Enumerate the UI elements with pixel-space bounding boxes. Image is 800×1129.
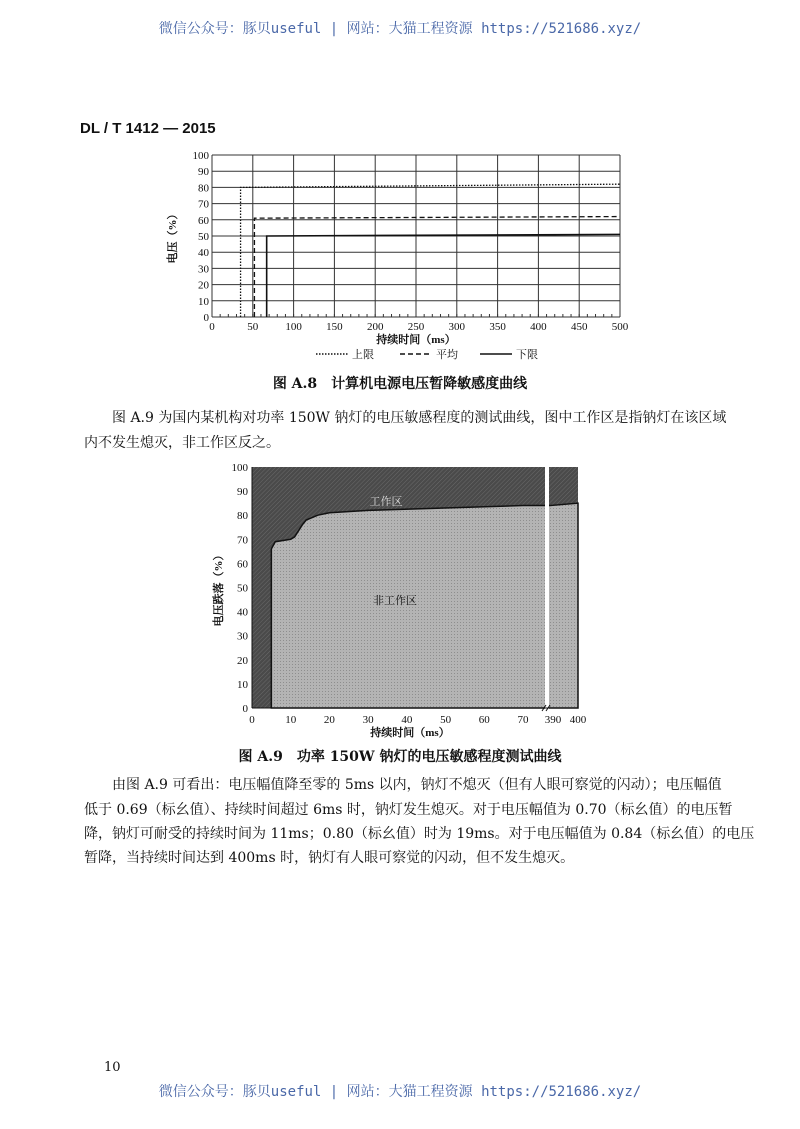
x-tick-label: 20: [323, 714, 335, 726]
figure-a8-caption: 图 A.8 计算机电源电压暂降敏感度曲线: [272, 376, 528, 392]
figure-a9-caption: 图 A.9 功率 150W 钠灯的电压敏感程度测试曲线: [238, 749, 562, 765]
paragraph2-line2: 低于 0.69（标幺值）、持续时间超过 6ms 时，钠灯发生熄灭。对于电压幅值为 0.70（标幺值）的电压暂: [84, 802, 733, 818]
x-tick-label: 400: [569, 714, 587, 726]
x-tick-label: 250: [407, 321, 425, 333]
paragraph2-line4: 暂降，当持续时间达到 400ms 时，钠灯有人眼可察觉的闪动，但不发生熄灭。: [84, 850, 575, 866]
y-tick-label: 50: [237, 582, 248, 595]
x-tick-label: 70: [517, 714, 529, 726]
y-tick-label: 0: [242, 703, 248, 715]
y-tick-label: 60: [198, 214, 209, 227]
x-tick-label: 10: [285, 714, 297, 726]
x-tick-label: 50: [440, 714, 452, 726]
legend-label: 平均: [436, 349, 458, 361]
y-tick-label: 100: [192, 150, 209, 162]
axis-break-gap: [545, 464, 549, 709]
y-tick-label: 70: [198, 198, 209, 211]
watermark-top: 微信公众号：豚贝useful | 网站：大猫工程资源 https://521686.xyz/: [158, 21, 642, 37]
x-tick-label: 0: [209, 321, 215, 333]
x-tick-label: 300: [448, 321, 466, 333]
y-tick-label: 50: [198, 231, 209, 243]
y-tick-label: 70: [237, 534, 248, 547]
x-tick-label: 60: [478, 714, 490, 726]
x-axis-label: 持续时间（ms）: [370, 727, 450, 739]
x-tick-label: 100: [285, 321, 302, 333]
y-tick-label: 10: [198, 295, 209, 308]
non-working-region-label: 非工作区: [373, 595, 417, 607]
y-tick-label: 20: [198, 279, 209, 292]
y-tick-label: 30: [237, 630, 248, 643]
y-tick-label: 100: [231, 462, 248, 474]
x-tick-label: 40: [401, 714, 413, 726]
paragraph2-line1: 由图 A.9 可看出：电压幅值降至零的 5ms 以内，钠灯不熄灭（但有人眼可察觉的闪动）；电压幅值: [112, 777, 722, 793]
x-tick-label: 390: [544, 714, 562, 726]
page-number: 10: [104, 1060, 121, 1075]
y-tick-label: 80: [198, 182, 209, 195]
paragraph1-line1: 图 A.9 为国内某机构对功率 150W 钠灯的电压敏感程度的测试曲线，图中工作区是指钠灯在该区域: [112, 410, 727, 426]
x-tick-label: 150: [326, 321, 343, 333]
y-tick-label: 0: [203, 312, 209, 324]
paragraph1-line2: 内不发生熄灭，非工作区反之。: [84, 435, 280, 451]
y-tick-label: 40: [198, 247, 209, 260]
y-tick-label: 90: [237, 486, 248, 499]
x-tick-label: 350: [489, 321, 506, 333]
y-axis-label: 电压（%）: [167, 208, 179, 264]
y-tick-label: 80: [237, 510, 248, 523]
y-tick-label: 20: [237, 654, 248, 667]
standard-number-header: DL / T 1412 — 2015: [80, 120, 216, 137]
y-axis-label: 电压跌落（%）: [213, 549, 225, 627]
x-tick-label: 450: [570, 321, 588, 333]
working-region-label: 工作区: [369, 496, 403, 508]
y-tick-label: 90: [198, 166, 209, 179]
x-tick-label: 30: [362, 714, 374, 726]
y-tick-label: 30: [198, 263, 209, 276]
x-tick-label: 500: [611, 321, 629, 333]
non-working-region: [271, 503, 578, 708]
paragraph2-line3: 降，钠灯可耐受的持续时间为 11ms；0.80（标幺值）时为 19ms。对于电压幅值为 0.84（标幺值）的电压: [84, 826, 755, 842]
x-tick-label: 0: [249, 714, 255, 726]
x-tick-label: 50: [247, 321, 259, 333]
x-tick-label: 200: [366, 321, 384, 333]
legend-label: 下限: [516, 349, 538, 361]
legend-label: 上限: [352, 349, 374, 361]
watermark-bottom: 微信公众号：豚贝useful | 网站：大猫工程资源 https://521686.xyz/: [158, 1084, 642, 1100]
x-tick-label: 400: [530, 321, 547, 333]
y-tick-label: 60: [237, 558, 248, 571]
y-tick-label: 10: [237, 678, 248, 691]
y-tick-label: 40: [237, 606, 248, 619]
x-axis-label: 持续时间（ms）: [376, 334, 456, 346]
